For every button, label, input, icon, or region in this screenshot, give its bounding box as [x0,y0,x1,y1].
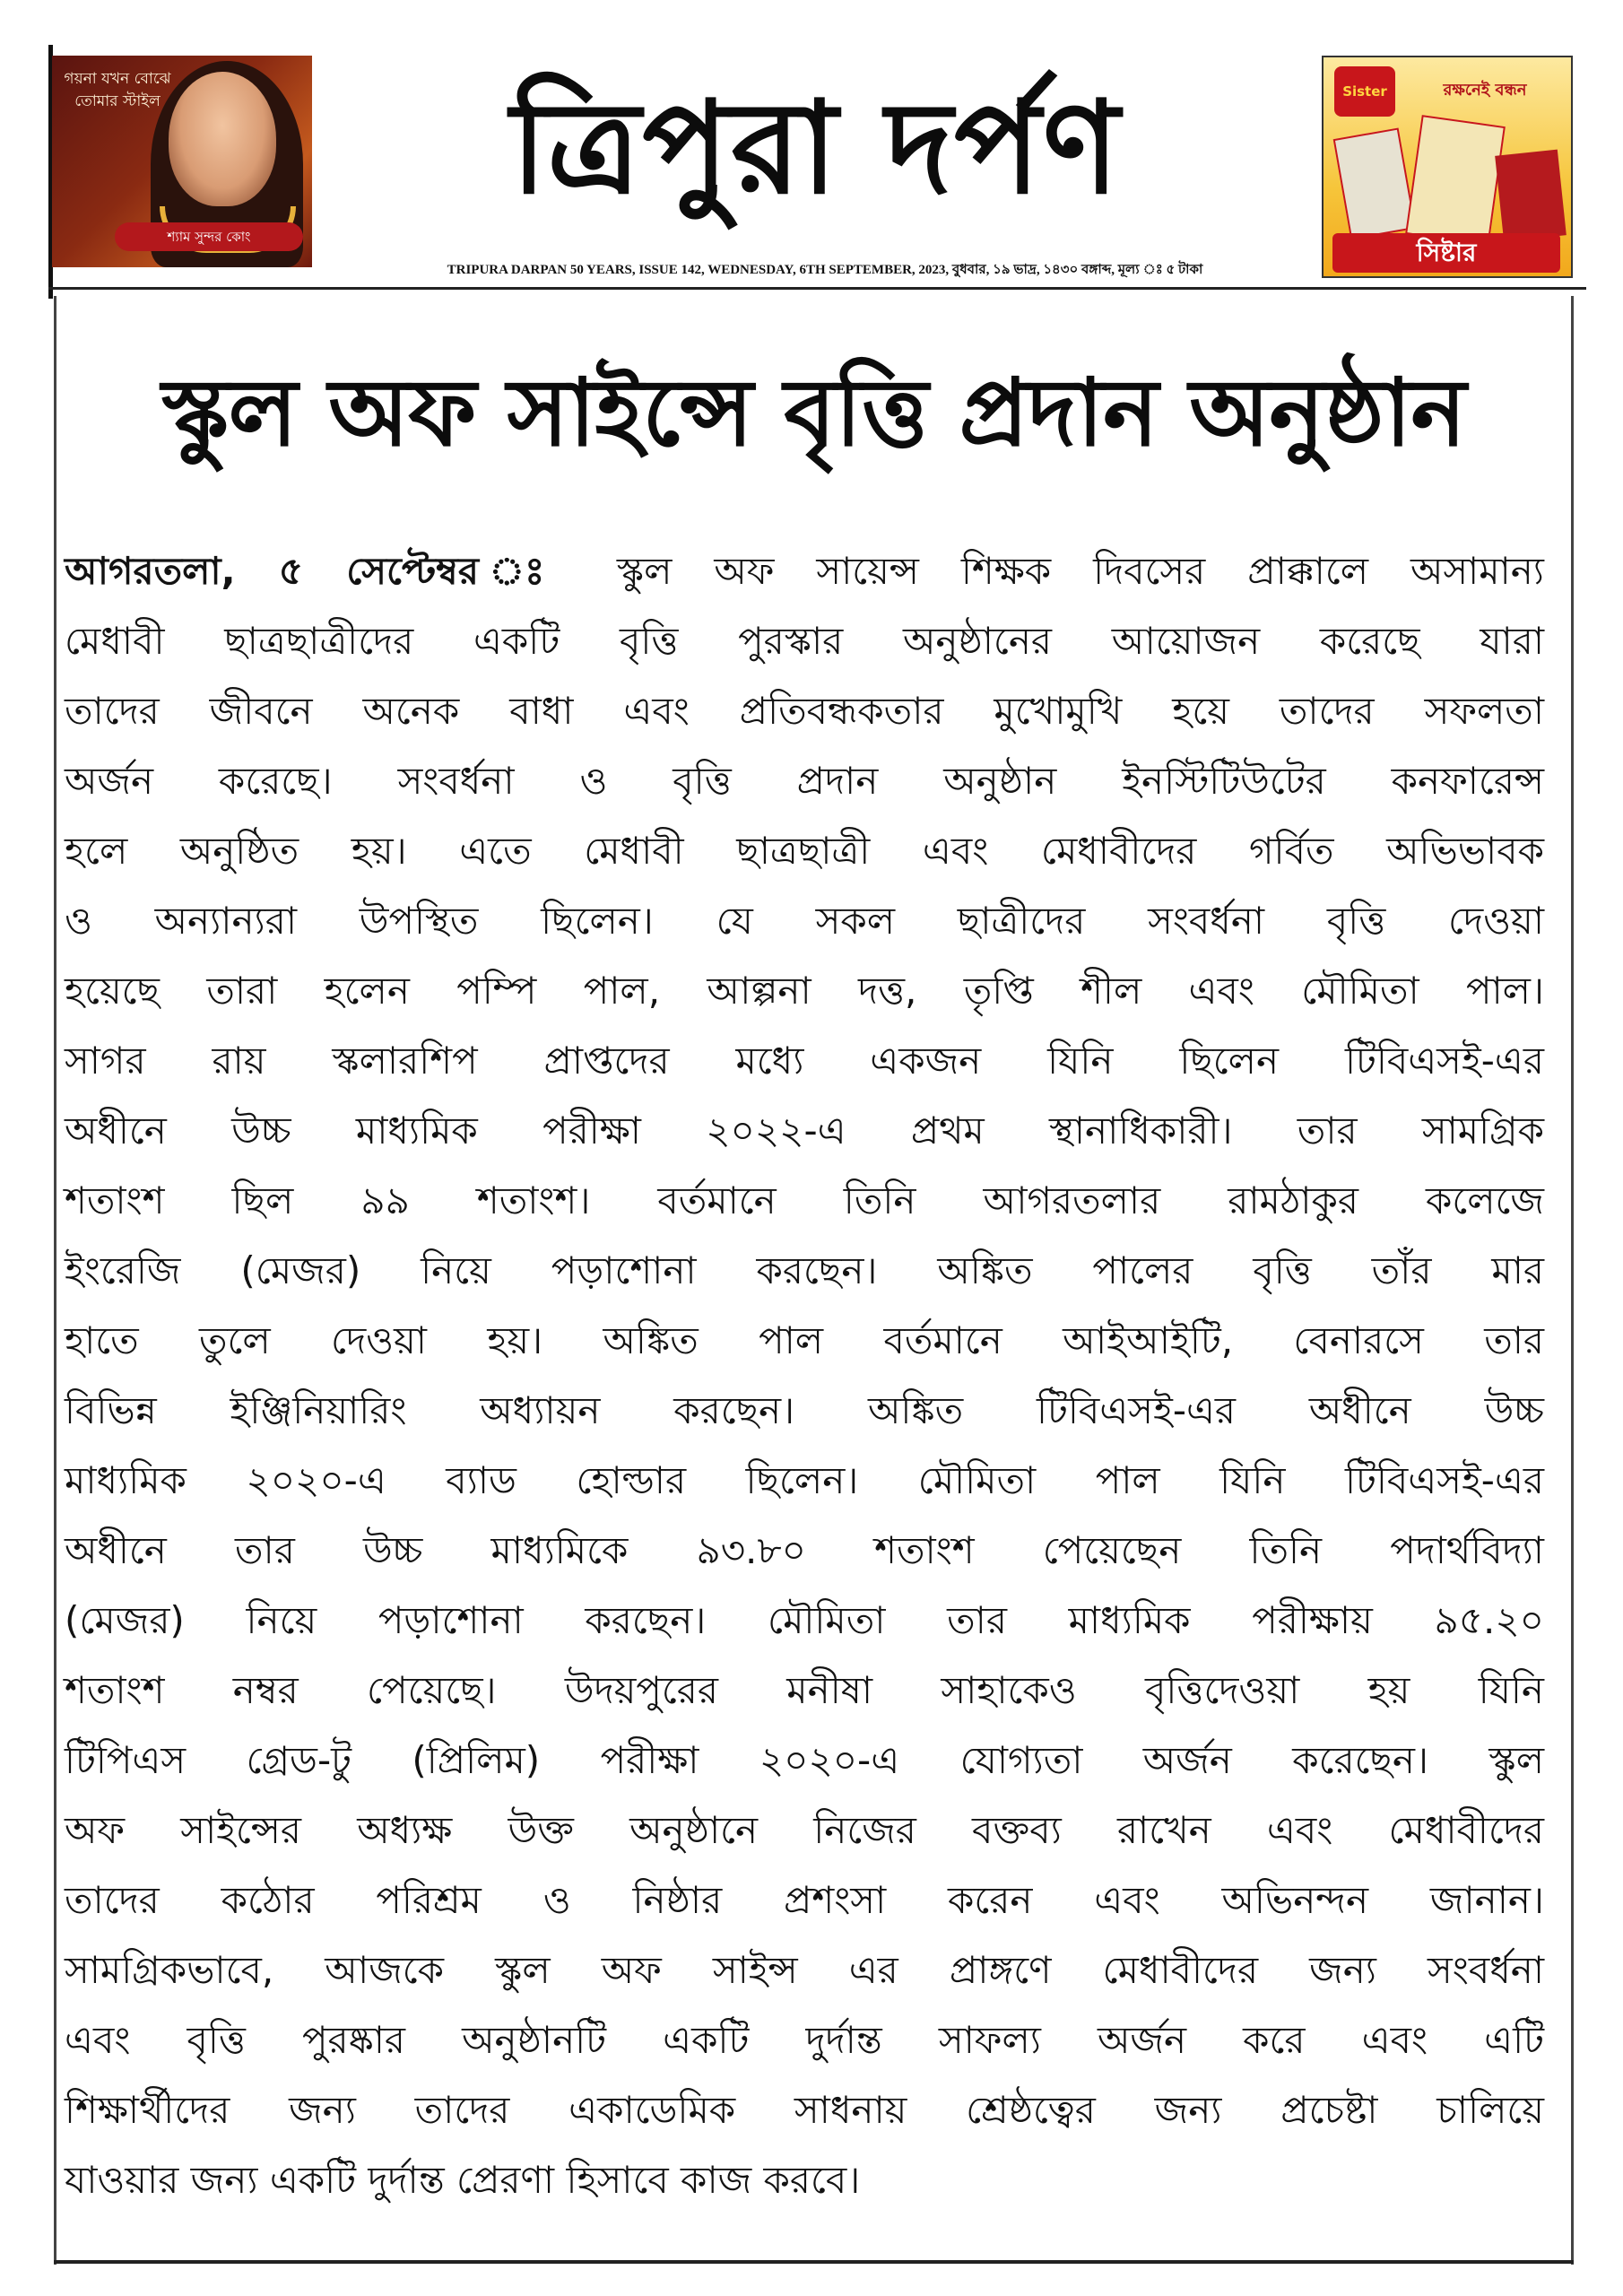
ad-right-banner: সিষ্টার [1332,233,1560,273]
model-face-graphic [169,72,276,206]
article-line: হয়েছে তারা হলেন পম্পি পাল, আল্পনা দত্ত, তৃপ্তি শীল এবং মৌমিতা পাল। [65,969,1544,1013]
article-line: সামগ্রিকভাবে, আজকে স্কুল অফ সাইন্স এর প্রাঙ্গণে মেধাবীদের জন্য সংবর্ধনা [65,1948,1544,1992]
article-line: তাদের কঠোর পরিশ্রম ও নিষ্ঠার প্রশংসা করেন এবং অভিনন্দন জানান। [65,1878,1544,1922]
article-line: সাগর রায় স্কলারশিপ প্রাপ্তদের মধ্যে একজন যিনি ছিলেন টিবিএসই-এর [65,1039,1544,1083]
article-line: এবং বৃত্তি পুরষ্কার অনুষ্ঠানটি একটি দুর্দান্ত সাফল্য অর্জন করে এবং এটি [65,2018,1544,2062]
article-line: হলে অনুষ্ঠিত হয়। এতে মেধাবী ছাত্রছাত্রী এবং মেধাবীদের গর্বিত অভিভাবক [65,829,1544,873]
issue-info-line: TRIPURA DARPAN 50 YEARS, ISSUE 142, WEDNESDAY, 6TH SEPTEMBER, 2023, বুধবার, ১৯ ভাদ্র, ১৪৩০ বঙ্গাব্দ, মূল্য ঃ ৫ টাকা [447,263,1203,277]
sister-logo: Sister [1334,66,1395,117]
article-line: মাধ্যমিক ২০২০-এ ব্যাড হোল্ডার ছিলেন। মৌমিতা পাল যিনি টিবিএসই-এর [65,1458,1544,1502]
article-line: অধীনে উচ্চ মাধ্যমিক পরীক্ষা ২০২২-এ প্রথম স্থানাধিকারী। তার সামগ্রিক [65,1109,1544,1152]
masthead-divider [48,287,1586,290]
product-pack-graphic [1333,127,1417,239]
article-line: (মেজর) নিয়ে পড়াশোনা করছেন। মৌমিতা তার মাধ্যমিক পরীক্ষায় ৯৫.২০ [65,1598,1544,1642]
article-bottom-rule [54,2260,1574,2264]
ad-right-slogan: রক্ষনেই বন্ধন [1443,81,1527,100]
article-line-text: স্কুল অফ সায়েন্স শিক্ষক দিবসের প্রাক্কালে অসামান্য [616,549,1544,593]
sister-advertisement[interactable] [1322,56,1573,278]
article-dateline: আগরতলা, ৫ সেপ্টেম্বর ঃ [65,549,575,593]
article-border-left [54,296,56,2265]
article-line: ও অন্যান্যরা উপস্থিত ছিলেন। যে সকল ছাত্রীদের সংবর্ধনা বৃত্তি দেওয়া [65,899,1544,943]
ad-left-tagline: গয়না যখন বোঝে তোমার স্টাইল [64,70,171,110]
article-line: তাদের জীবনে অনেক বাধা এবং প্রতিবন্ধকতার মুখোমুখি হয়ে তাদের সফলতা [65,689,1544,733]
article-line [65,536,1544,606]
article-line: হাতে তুলে দেওয়া হয়। অঙ্কিত পাল বর্তমানে আইআইটি, বেনারসে তার [65,1318,1544,1362]
ad-left-brand: শ্যাম সুন্দর কোং [115,222,303,251]
article-line: শতাংশ নম্বর পেয়েছে। উদয়পুরের মনীষা সাহাকেও বৃত্তিদেওয়া হয় যিনি [65,1668,1544,1712]
product-pack-graphic [1495,150,1567,242]
article-body [65,536,1544,2215]
article-line: মেধাবী ছাত্রছাত্রীদের একটি বৃত্তি পুরস্কার অনুষ্ঠানের আয়োজন করেছে যারা [65,619,1544,663]
article-line: টিপিএস গ্রেড-টু (প্রিলিম) পরীক্ষা ২০২০-এ যোগ্যতা অর্জন করেছেন। স্কুল [65,1738,1544,1782]
article-border-right [1571,296,1574,2265]
article-line: অধীনে তার উচ্চ মাধ্যমিকে ৯৩.৮০ শতাংশ পেয়েছেন তিনি পদার্থবিদ্যা [65,1528,1544,1572]
jewellery-advertisement[interactable] [52,56,312,267]
article-line: শিক্ষার্থীদের জন্য তাদের একাডেমিক সাধনায় শ্রেষ্ঠত্বের জন্য প্রচেষ্টা চালিয়ে [65,2088,1544,2132]
article-line: অফ সাইন্সের অধ্যক্ষ উক্ত অনুষ্ঠানে নিজের বক্তব্য রাখেন এবং মেধাবীদের [65,1808,1544,1852]
article-line: অর্জন করেছে। সংবর্ধনা ও বৃত্তি প্রদান অনুষ্ঠান ইনস্টিটিউটের কনফারেন্স [65,759,1544,803]
article-line: যাওয়ার জন্য একটি দুর্দান্ত প্রেরণা হিসাবে কাজ করবে। [65,2158,861,2202]
article-headline: স্কুল অফ সাইন্সে বৃত্তি প্রদান অনুষ্ঠান [161,358,1466,467]
newspaper-title: ত্রিপুরা দর্পণ [510,74,1122,222]
article-line: শতাংশ ছিল ৯৯ শতাংশ। বর্তমানে তিনি আগরতলার রামঠাকুর কলেজে [65,1178,1544,1222]
product-pack-graphic [1405,115,1506,246]
article-line: বিভিন্ন ইঞ্জিনিয়ারিং অধ্যায়ন করছেন। অঙ্কিত টিবিএসই-এর অধীনে উচ্চ [65,1388,1544,1432]
article-line: ইংরেজি (মেজর) নিয়ে পড়াশোনা করছেন। অঙ্কিত পালের বৃত্তি তাঁর মার [65,1248,1544,1292]
